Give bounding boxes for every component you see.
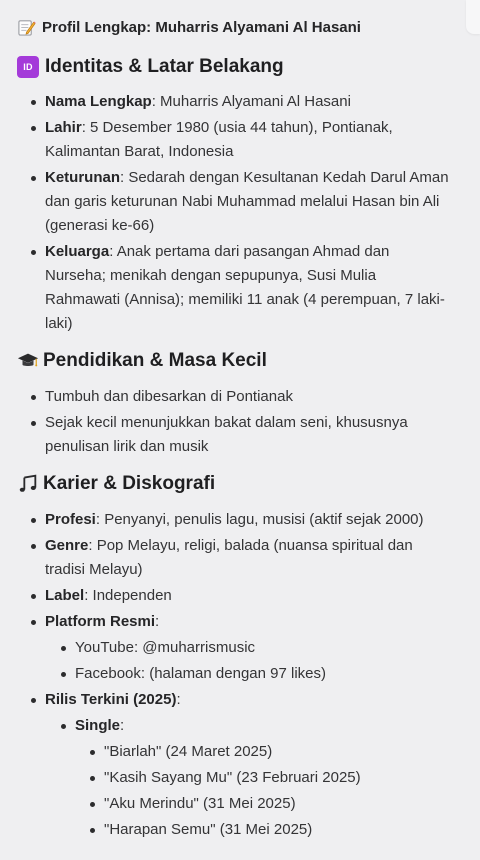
graduation-cap-icon xyxy=(17,350,39,372)
item-key: Single xyxy=(75,717,121,734)
profile-heading-text: Profil Lengkap: Muharris Alyamani Al Hasani xyxy=(42,18,361,36)
scroll-edge-handle[interactable] xyxy=(466,0,480,34)
item-key: Genre xyxy=(45,537,89,554)
list-item: "Aku Merindu" (31 Mei 2025) xyxy=(17,792,480,816)
item-value: : xyxy=(176,691,181,708)
section-title-text: Pendidikan & Masa Kecil xyxy=(43,350,267,371)
list-item xyxy=(17,166,480,238)
item-key: Keluarga xyxy=(45,243,110,260)
item-key: Rilis Terkini (2025) xyxy=(45,691,177,708)
education-list xyxy=(17,385,480,459)
item-key: Lahir xyxy=(45,119,82,136)
item-key: Nama Lengkap xyxy=(45,93,152,110)
item-value: : Sedarah dengan Kesultanan Kedah Darul Aman dan garis keturunan Nabi Muhammad melalui Hasan bin Ali (generasi ke-66) xyxy=(45,169,449,234)
item-key: Label xyxy=(45,587,85,604)
list-item: YouTube: @muharrismusic xyxy=(17,636,480,660)
list-item: Sejak kecil menunjukkan bakat dalam seni, khususnya penulisan lirik dan musik xyxy=(17,411,480,459)
item-value: : xyxy=(155,613,160,630)
list-item xyxy=(17,116,480,164)
profile-heading xyxy=(17,14,480,40)
id-icon: ID xyxy=(17,56,39,78)
item-value: : 5 Desember 1980 (usia 44 tahun), Pontianak, Kalimantan Barat, Indonesia xyxy=(45,119,393,160)
identity-list xyxy=(17,90,480,336)
career-list xyxy=(17,508,480,842)
list-item xyxy=(17,508,480,532)
list-item: "Biarlah" (24 Maret 2025) xyxy=(17,740,480,764)
section-title-education xyxy=(17,350,480,372)
list-item xyxy=(17,240,480,336)
item-value: : Pop Melayu, religi, balada (nuansa spiritual dan tradisi Melayu) xyxy=(45,537,413,578)
list-item: "Kasih Sayang Mu" (23 Februari 2025) xyxy=(17,766,480,790)
item-value: : xyxy=(120,717,125,734)
list-item xyxy=(17,688,480,712)
list-item xyxy=(17,610,480,634)
list-item xyxy=(17,714,480,738)
list-item: Tumbuh dan dibesarkan di Pontianak xyxy=(17,385,480,409)
section-title-text: Karier & Diskografi xyxy=(43,473,216,494)
memo-icon xyxy=(17,18,36,37)
item-value: : Independen xyxy=(84,587,172,604)
section-title-text: Identitas & Latar Belakang xyxy=(45,56,284,77)
list-item: "Harapan Semu" (31 Mei 2025) xyxy=(17,818,480,842)
section-title-identity xyxy=(17,56,480,78)
item-value: : Penyanyi, penulis lagu, musisi (aktif sejak 2000) xyxy=(95,511,424,528)
item-key: Profesi xyxy=(45,511,96,528)
item-value: : Muharris Alyamani Al Hasani xyxy=(151,93,351,110)
item-key: Platform Resmi xyxy=(45,613,156,630)
list-item xyxy=(17,534,480,582)
list-item xyxy=(17,90,480,114)
list-item: Facebook: (halaman dengan 97 likes) xyxy=(17,662,480,686)
list-item xyxy=(17,584,480,608)
musical-notes-icon xyxy=(17,473,39,495)
section-title-career xyxy=(17,473,480,495)
item-key: Keturunan xyxy=(45,169,120,186)
item-value: : Anak pertama dari pasangan Ahmad dan Nurseha; menikah dengan sepupunya, Susi Mulia Rahmawati (Annisa); memiliki 11 anak (4 perempuan, 7 laki-laki) xyxy=(45,243,445,332)
